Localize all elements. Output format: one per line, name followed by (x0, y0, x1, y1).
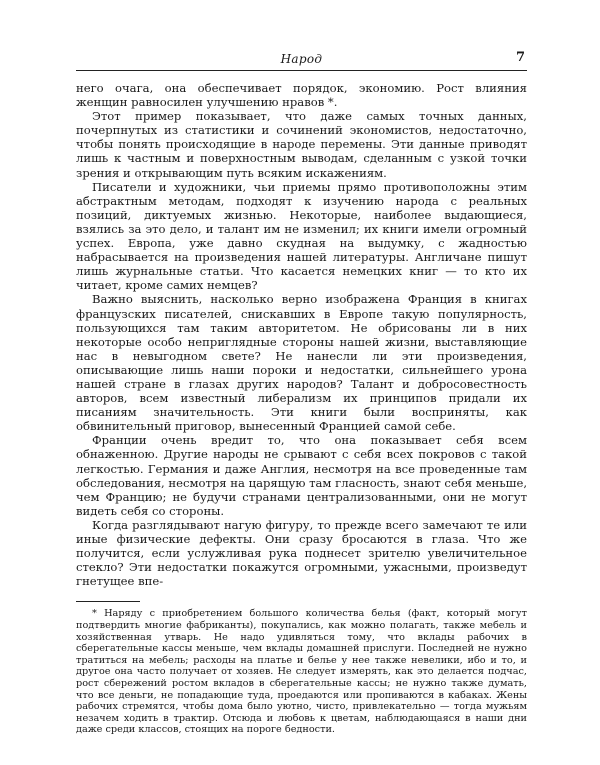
page-number: 7 (515, 50, 525, 65)
running-title: Народ (280, 52, 323, 66)
paragraph: Когда разглядывают нагую фигуру, то прежде всего замечают те или иные физические дефекты. Они сразу бросаются в глаза. Что же получится, если услужливая рука поднесет зрителю увеличительное стекло? Эти недостатки покажутся огромными, ужасными, произведут гнетущее впе- (76, 517, 527, 589)
footnote: * Наряду с приобретением большого количества белья (факт, который могут подтвердить многие фабриканты), покупались, как можно полагать, также мебель и хозяйственная утварь. Не надо удивляться тому, что вклады рабочих в сберегательные кассы меньше, чем вклады домашней прислуги. Последней не нужно тратиться на мебель; расходы на платье и белье у нее также невелики, ибо и то, и другое она часто получает от хозяев. Не следует измерять, как это делается подчас, рост сбережений ростом вкладов в сберегательные кассы; не нужно также думать, что все деньги, не попадающие туда, проедаются или пропиваются в кабаках. Жены рабочих стремятся, чтобы дома было уютно, чисто, привлекательно — тогда мужьям незачем ходить в трактир. Отсюда и любовь к цветам, наблюдающаяся в наши дни даже среди классов, стоящих на пороге бедности. (76, 608, 527, 736)
paragraph: него очага, она обеспечивает порядок, экономию. Рост влияния женщин равносилен улучшению нравов *. (76, 81, 527, 110)
footnote-divider (76, 601, 140, 602)
paragraph: Этот пример показывает, что даже самых точных данных, почерпнутых из статистики и сочинений экономистов, недостаточно, чтобы понять происходящие в народе перемены. Эти данные приводят лишь к частным и поверхностным выводам, сделанным с узкой точки зрения и открывающим путь всяким искажениям. (76, 109, 527, 180)
running-header (76, 50, 527, 71)
paragraph: Важно выяснить, насколько верно изображена Франция в книгах французских писателей, снискавших в Европе такую популярность, пользующихся там таким авторитетом. Не обрисованы ли в них некоторые особо неприглядные стороны нашей жизни, выставляющие нас в невыгодном свете? Не нанесли ли эти произведения, описывающие лишь наши пороки и недостатки, сильнейшего урона нашей стране в глазах других народов? Талант и добросовестность авторов, всем известный либерализм их принципов придали их писаниям значительность. Эти книги были восприняты, как обвинительный приговор, вынесенный Францией самой себе. (76, 292, 527, 434)
main-text (76, 81, 527, 588)
book-page (76, 50, 527, 736)
paragraph: Франции очень вредит то, что она показывает себя всем обнаженною. Другие народы не срывают с себя всех покровов с такой легкостью. Германия и даже Англия, несмотря на все проведенные там обследования, несмотря на царящую там гласность, знают себя меньше, чем Францию; не будучи странами централизованными, они не могут видеть себя со стороны. (76, 433, 528, 518)
paragraph: Писатели и художники, чьи приемы прямо противоположны этим абстрактным методам, подходят к изучению народа с реальных позиций, диктуемых жизнью. Некоторые, наиболее выдающиеся, взялись за это дело, и талант им не изменил; их книги имели огромный успех. Европа, уже давно скудная на выдумку, с жадностью набрасывается на произведения нашей литературы. Англичане пишут лишь журнальные статьи. Что касается немецких книг — то кто их читает, кроме самих немцев? (76, 179, 527, 293)
